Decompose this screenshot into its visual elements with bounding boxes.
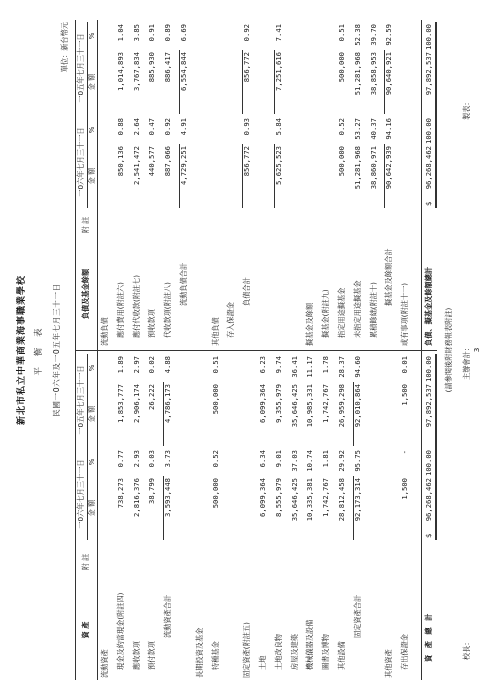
- school-title: 新北市私立中華商業海事職業學校: [17, 275, 27, 426]
- pct-105: 39.70: [368, 24, 378, 46]
- row-label: 房屋及建築: [289, 634, 299, 670]
- amount-105: 6,554,844: [179, 52, 188, 91]
- amount-106: 500,000: [337, 146, 346, 177]
- row-label: 固定資產合計: [352, 594, 362, 638]
- pct-106: 4.91: [179, 118, 188, 136]
- pct-105: 0.91: [147, 24, 157, 42]
- currency-unit: 單位：新台幣元: [60, 22, 69, 73]
- amount-106: 1,742,767: [321, 478, 331, 517]
- amount-105: 1,853,777: [115, 384, 125, 423]
- row-label: 圖書及博物: [321, 634, 331, 670]
- pct-106: 3.73: [163, 450, 173, 468]
- pct-105: 1.89: [115, 356, 125, 374]
- amount-105: 500,000: [210, 384, 220, 415]
- amount-105: 92,010,864: [352, 384, 362, 428]
- amount-106: 10,335,381: [305, 478, 315, 522]
- amount-105: 90,640,921: [384, 52, 394, 96]
- pct-106: 37.03: [289, 450, 299, 472]
- amount-106: 8,555,979: [273, 478, 283, 517]
- pct-106: 6.34: [258, 450, 267, 468]
- amount-105: 1,500: [400, 384, 410, 406]
- pct-105: 92.59: [384, 24, 394, 46]
- balance-sheet-rotated: [13, 20, 483, 680]
- row-label: 未指定用途擬基金: [352, 280, 362, 338]
- left-header-item: 資 產: [81, 621, 90, 639]
- right-header-note: 附 註: [81, 216, 90, 234]
- amount-105: 1,742,767: [321, 384, 331, 423]
- notes-reference: (請參閱後附財務報表附註): [444, 307, 453, 393]
- amount-106: 440,577: [147, 146, 157, 177]
- row-label: 固定資產(附註五): [242, 622, 252, 678]
- amount-106: 38,860,971: [368, 146, 378, 190]
- amount-105: 26,222: [147, 384, 157, 410]
- amount-106: 2,541,472: [131, 146, 141, 185]
- pct-105: 6.69: [179, 24, 188, 42]
- right-header-item: 負債及基金餘額: [81, 268, 90, 320]
- right-col-amount-106: 金 額: [87, 167, 96, 185]
- amount-106: 738,273: [115, 478, 125, 509]
- pct-105: 9.74: [273, 356, 283, 374]
- amount-106: 92,173,314: [352, 478, 362, 522]
- amount-105: 856,772: [242, 52, 252, 83]
- pct-105: 94.60: [352, 356, 362, 378]
- amount-106: 6,099,364: [258, 478, 267, 517]
- pct-106: 0.93: [242, 118, 252, 136]
- amount-105: 3,767,834: [131, 52, 141, 91]
- pct-106: 0.52: [337, 118, 346, 136]
- pct-105: 0.01: [400, 356, 410, 374]
- right-col-pct-106: %: [87, 126, 96, 134]
- amount-106: 90,642,939: [384, 146, 394, 190]
- row-label: 現金及約當現金(附註四): [115, 592, 125, 670]
- row-label: 存入保證金: [226, 302, 236, 338]
- row-label: 長期投資及基金: [194, 627, 204, 678]
- pct-105: 7.41: [273, 24, 283, 42]
- amount-105: 886,417: [163, 52, 173, 83]
- right-header-year-106: 一0六年七月三十一日: [76, 127, 85, 197]
- amount-106: 28,812,458: [337, 478, 346, 522]
- row-label: 累積餘絀(附註十): [368, 282, 378, 338]
- left-header-year-106: 一0六年七月三十一日: [76, 459, 85, 529]
- pct-106: 0.03: [147, 450, 157, 468]
- row-label: 土地改良物: [273, 634, 283, 670]
- right-col-pct-105: %: [87, 32, 96, 40]
- pct-106: 29.92: [337, 450, 346, 472]
- row-label: 其他設備: [337, 641, 346, 670]
- row-label: 應收款項: [131, 641, 141, 670]
- amount-106: 856,772: [242, 146, 252, 177]
- right-header-year-105: 一0五年七月三十一日: [76, 33, 85, 103]
- amount-105: 6,099,364: [258, 384, 267, 423]
- pct-105: 0.02: [147, 356, 157, 374]
- amount-105: 2,906,174: [131, 384, 141, 423]
- pct-106: 10.74: [305, 450, 315, 472]
- pct-105: 4.88: [163, 356, 173, 374]
- pct-105: 0.51: [337, 24, 346, 42]
- left-col-amount-106: 金 額: [87, 499, 96, 517]
- row-label: 流動負債合計: [179, 262, 188, 306]
- row-label: 指定用途擬基金: [337, 287, 346, 338]
- left-col-pct-106: %: [87, 458, 96, 466]
- row-label: 存出保證金: [400, 634, 410, 670]
- amount-106: 3,593,448: [163, 478, 173, 517]
- row-label: 預付款項: [147, 641, 157, 670]
- accountant-signature-label: 主辦會計：: [462, 344, 471, 380]
- left-col-pct-105: %: [87, 364, 96, 372]
- row-label: 特種基金: [210, 641, 220, 670]
- pct-106: 0.52: [210, 450, 220, 468]
- amount-106: 35,646,425: [289, 478, 299, 522]
- pct-106: 1.81: [321, 450, 331, 468]
- pct-105: 0.92: [242, 24, 252, 42]
- row-label: 流動資產: [100, 649, 109, 678]
- amount-105: 1,014,893: [115, 52, 125, 91]
- amount-105: 4,786,173: [163, 384, 173, 423]
- row-label: 應付代收款(附註七): [131, 274, 141, 338]
- pct-106: 0.77: [115, 450, 125, 468]
- pct-105: 0.89: [163, 24, 173, 42]
- row-label: 負債合計: [242, 277, 252, 306]
- pct-105: 1.04: [115, 24, 125, 42]
- pct-105: 6.23: [258, 356, 267, 374]
- amount-106: 5,625,523: [273, 146, 283, 185]
- row-label: 或有事項(附註十一): [400, 282, 410, 346]
- pct-106: 9.01: [273, 450, 283, 468]
- row-label: 機械儀器及設備: [305, 619, 315, 670]
- left-col-amount-105: 金 額: [87, 405, 96, 423]
- row-label: 其他負債: [210, 317, 220, 346]
- liabilities-total-label: 負債、擬基金及餘額總計: [424, 266, 433, 346]
- row-label: 其他資產: [384, 649, 394, 678]
- amount-106: 2,816,376: [131, 478, 141, 517]
- pct-106: 94.16: [384, 118, 394, 140]
- assets-total-pct-105: 100.00: [424, 356, 433, 382]
- amount-106: 38,799: [147, 478, 157, 504]
- amount-105: 500,000: [337, 52, 346, 83]
- pct-106: 0.88: [115, 118, 125, 136]
- amount-106: 4,729,251: [179, 146, 188, 185]
- row-label: 擬基金及餘額合計: [384, 248, 394, 306]
- row-label: 代收款項(附註八): [163, 282, 173, 338]
- principal-signature-label: 校長：: [462, 638, 471, 660]
- assets-total-pct-106: 100.00: [424, 450, 433, 476]
- row-label: 流動資產合計: [163, 594, 173, 638]
- row-label: 流動負債: [100, 317, 109, 346]
- pct-106: 2.64: [131, 118, 141, 136]
- pct-105: 36.41: [289, 356, 299, 378]
- column-divider: [75, 350, 437, 351]
- statement-title: 平 衡 表: [34, 324, 44, 376]
- amount-105: 10,985,331: [305, 384, 315, 428]
- amount-105: 7,251,616: [273, 52, 283, 91]
- amount-105: 38,858,953: [368, 52, 378, 96]
- amount-106: 850,136: [115, 146, 125, 177]
- liabilities-total-105: 97,892,537: [424, 52, 433, 96]
- pct-106: -: [400, 450, 410, 455]
- pct-106: 5.84: [273, 118, 283, 136]
- left-header-year-105: 一0五年七月三十一日: [76, 365, 85, 435]
- amount-106: 500,000: [210, 478, 220, 509]
- currency-symbol: $: [424, 533, 433, 538]
- pct-106: 2.93: [131, 450, 141, 468]
- page-number: 3: [472, 347, 481, 353]
- row-label: 擬基金及餘額: [305, 302, 315, 346]
- left-header-note: 附 註: [81, 553, 90, 571]
- currency-symbol: $: [424, 201, 433, 206]
- amount-105: 26,959,298: [337, 384, 346, 428]
- assets-total-label: 資 產 總 計: [424, 611, 433, 662]
- pct-105: 3.85: [131, 24, 141, 42]
- amount-106: 887,066: [163, 146, 173, 177]
- row-label: 擬基金(附註九): [321, 289, 331, 338]
- pct-105: 11.17: [305, 356, 315, 378]
- total-top-rule: [421, 20, 422, 680]
- pct-106: 53.27: [352, 118, 362, 140]
- right-col-amount-105: 金 額: [87, 73, 96, 91]
- amount-106: 51,281,968: [352, 146, 362, 190]
- amount-105: 885,930: [147, 52, 157, 83]
- preparer-signature-label: 製表：: [462, 98, 471, 120]
- amount-105: 51,281,968: [352, 52, 362, 96]
- row-label: 應付費用(附註六): [115, 282, 125, 338]
- pct-105: 2.97: [131, 356, 141, 374]
- liabilities-total-106: 96,268,462: [424, 146, 433, 190]
- amount-105: 9,355,979: [273, 384, 283, 423]
- amount-106: 1,500: [400, 478, 410, 500]
- amount-105: 35,646,425: [289, 384, 299, 428]
- pct-106: 0.47: [147, 118, 157, 136]
- statement-period: 民國一0六年及一0五年七月三十一日: [52, 283, 61, 417]
- pct-106: 0.92: [163, 118, 173, 136]
- liabilities-total-pct-106: 100.00: [424, 118, 433, 144]
- pct-105: 28.37: [337, 356, 346, 378]
- pct-106: 95.75: [352, 450, 362, 472]
- pct-105: 1.78: [321, 356, 331, 374]
- pct-105: 0.51: [210, 356, 220, 374]
- pct-105: 52.38: [352, 24, 362, 46]
- pct-106: 40.37: [368, 118, 378, 140]
- assets-total-105: 97,892,537: [424, 384, 433, 428]
- row-label: 預收款項: [147, 309, 157, 338]
- liabilities-total-pct-105: 100.00: [424, 24, 433, 50]
- row-label: 土地: [258, 655, 267, 670]
- assets-total-106: 96,268,462: [424, 478, 433, 522]
